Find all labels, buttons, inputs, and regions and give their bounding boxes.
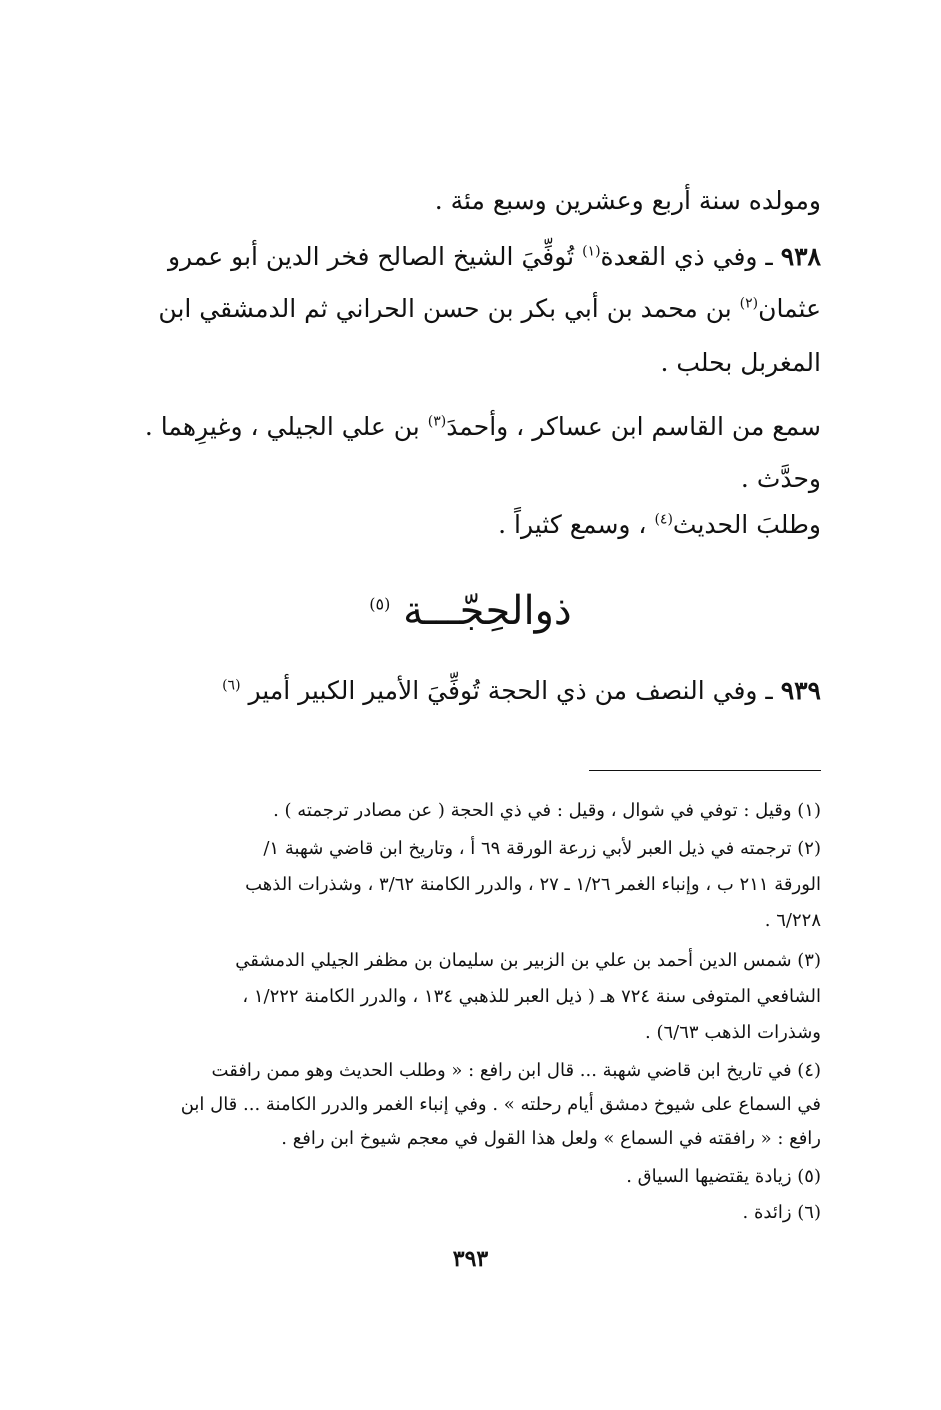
- entry-938-lineage: بن محمد بن أبي بكر بن حسن الحراني ثم الدمشقي ابن: [158, 294, 732, 323]
- footnote-6: (٦) زائدة .: [742, 1202, 821, 1223]
- footnote-4-line-3: رافع : « رافقته في السماع » ولعل هذا القول في معجم شيوخ ابن رافع .: [281, 1128, 821, 1149]
- entry-938-line-2: [158, 294, 821, 323]
- entry-939-text: ـ وفي النصف من ذي الحجة تُوفِّيَ الأمير الكبير أمير: [248, 676, 773, 705]
- entry-938-name: عثمان: [758, 294, 821, 323]
- footnote-4-line-1: (٤) في تاريخ ابن قاضي شهبة ... قال ابن رافع : « وطلب الحديث وهو ممن رافقت: [211, 1060, 821, 1081]
- heading-text: ذوالحِجّـــة: [403, 588, 572, 634]
- footnote-ref-4: (٤): [654, 511, 673, 528]
- footnote-2-line-3: ٦/٢٢٨ .: [764, 910, 821, 931]
- entry-939-number: ٩٣٩: [780, 676, 821, 705]
- sama-text-b: بن علي الجيلي ، وغيرِهما .: [144, 412, 420, 441]
- entry-939-line: [222, 676, 821, 705]
- sama-line: [145, 412, 821, 441]
- text-line-birth: [435, 186, 821, 215]
- haddath-line: [741, 464, 821, 493]
- talab-line: [498, 510, 821, 539]
- footnote-1: (١) وقيل : توفي في شوال ، وقيل : في ذي الحجة ( عن مصادر ترجمته ) .: [273, 800, 821, 821]
- footnote-ref-6: (٦): [222, 677, 241, 694]
- entry-938-text-a: ـ وفي ذي القعدة: [600, 242, 773, 271]
- footnote-3-line-2: الشافعي المتوفى سنة ٧٢٤ هـ ( ذيل العبر للذهبي ١٣٤ ، والدرر الكامنة ١/٢٢٢ ،: [242, 986, 821, 1007]
- footnote-3-line-1: (٣) شمس الدين أحمد بن علي بن الزبير بن سليمان بن مظفر الجيلي الدمشقي: [235, 950, 821, 971]
- entry-938-text-b: تُوفِّيَ الشيخ الصالح فخر الدين أبو عمرو: [167, 242, 575, 271]
- entry-938-line-3: [660, 348, 821, 377]
- footnote-5: (٥) زيادة يقتضيها السياق .: [626, 1166, 821, 1187]
- footnote-separator: [589, 770, 821, 771]
- haddath-text: وحدَّث .: [740, 464, 821, 493]
- sama-text-a: سمع من القاسم ابن عساكر ، وأحمدَ: [446, 412, 821, 441]
- talab-text-a: وطلبَ الحديث: [672, 510, 821, 539]
- birth-text: ومولده سنة أربع وعشرين وسبع مئة .: [434, 186, 821, 215]
- footnote-3-line-3: وشذرات الذهب ٦/٦٣) .: [645, 1022, 821, 1043]
- footnote-2-line-1: (٢) ترجمته في ذيل العبر لأبي زرعة الورقة ٦٩ أ ، وتاريخ ابن قاضي شهبة ١/: [263, 838, 821, 859]
- talab-text-b: ، وسمع كثيراً .: [498, 510, 647, 539]
- footnote-4-line-2: في السماع على شيوخ دمشق أيام رحلته » . وفي إنباء الغمر والدرر الكامنة ... قال ابن: [180, 1094, 821, 1115]
- section-heading-dhu-al-hijja: [0, 588, 941, 634]
- footnote-ref-2: (٢): [739, 295, 759, 312]
- entry-938-nisba: المغربل بحلب .: [660, 348, 821, 377]
- entry-938-line-1: [168, 242, 821, 271]
- footnote-2-line-2: الورقة ٢١١ ب ، وإنباء الغمر ١/٢٦ ـ ٢٧ ، والدرر الكامنة ٣/٦٢ ، وشذرات الذهب: [245, 874, 821, 895]
- footnote-ref-1: (١): [582, 243, 601, 260]
- page-number: ٣٩٣: [452, 1246, 489, 1272]
- footnote-ref-5: (٥): [369, 594, 391, 614]
- entry-938-number: ٩٣٨: [780, 242, 821, 271]
- footnote-ref-3: (٣): [427, 413, 447, 430]
